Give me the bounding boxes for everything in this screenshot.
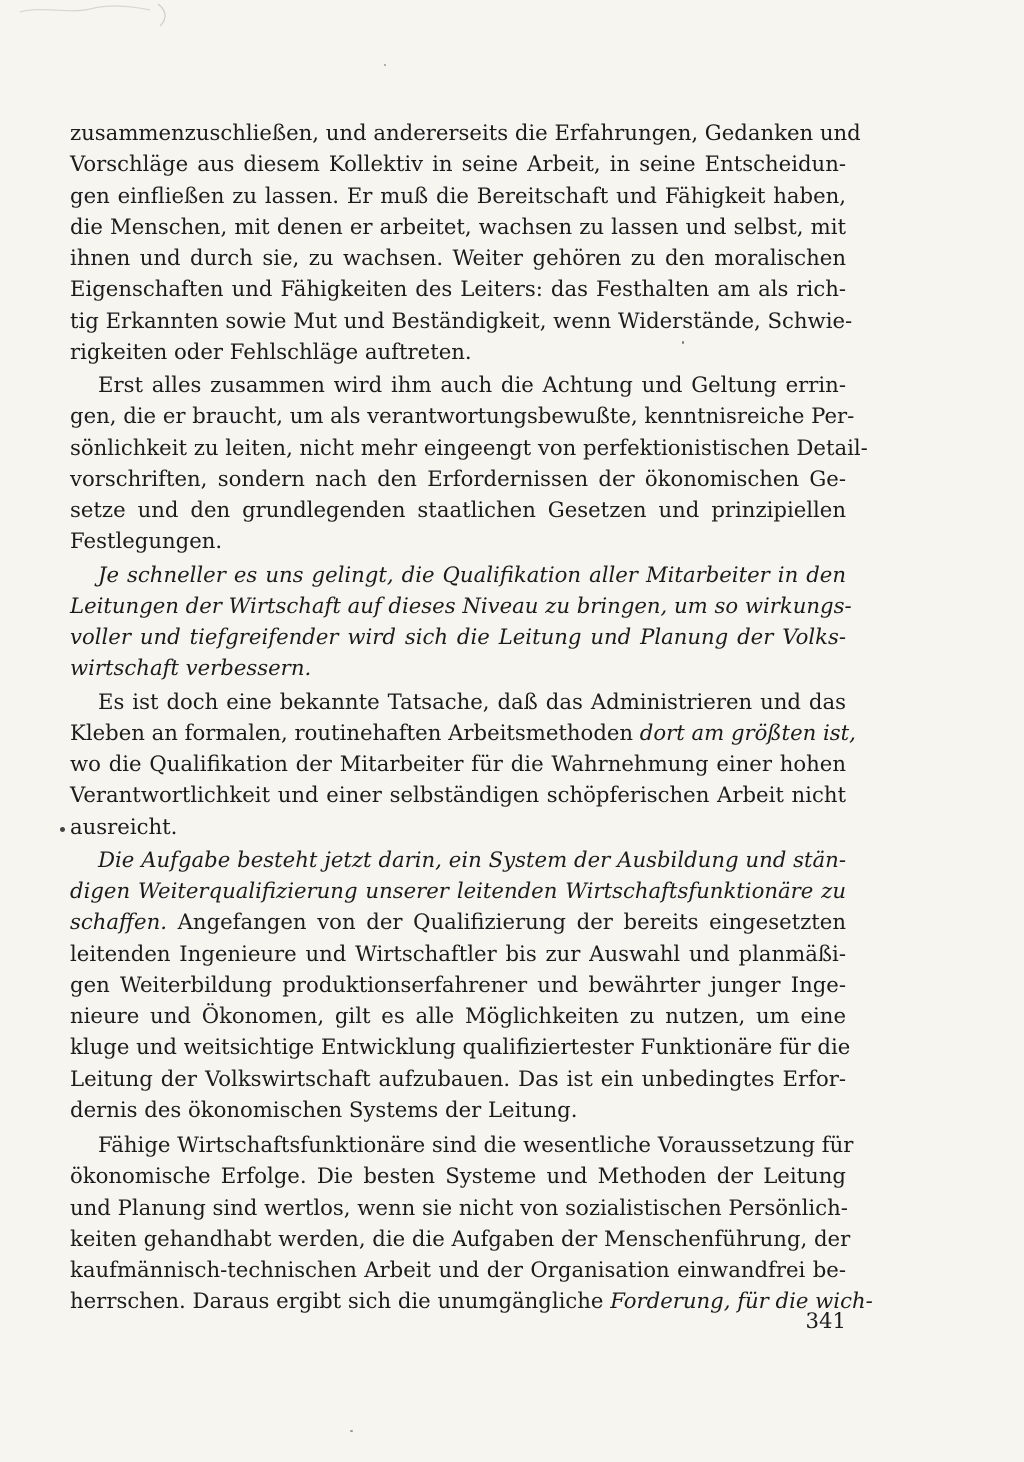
ink-speck [60, 827, 65, 832]
page-number: 341 [805, 1308, 846, 1333]
text-line: tig Erkannten sowie Mut und Beständigkeit, wenn Widerstände, Schwie- [70, 307, 853, 333]
ink-speck [384, 64, 386, 66]
text-line: setze und den grundlegenden staatlichen Gesetzen und prinzipiellen [70, 497, 846, 522]
text-line: Festlegungen. [70, 528, 223, 554]
text-line: Erst alles zusammen wird ihm auch die Achtung und Geltung errin- [98, 372, 846, 397]
text-line: nieure und Ökonomen, gilt es alle Möglichkeiten zu nutzen, um eine [70, 1003, 846, 1028]
text-line: leitenden Ingenieure und Wirtschaftler bis zur Auswahl und planmäßi- [70, 940, 846, 966]
text-run: Kleben an formalen, routinehaften Arbeitsmethoden [70, 719, 640, 745]
text-line: vorschriften, sondern nach den Erfordernissen der ökonomischen Ge- [70, 465, 846, 491]
text-line: rigkeiten oder Fehlschläge auftreten. [70, 338, 472, 364]
text-line: und Planung sind wertlos, wenn sie nicht von sozialistischen Persönlich- [70, 1194, 848, 1220]
text-line: wo die Qualifikation der Mitarbeiter für die Wahrnehmung einer hohen [70, 751, 846, 776]
text-line: zusammenzuschließen, und andererseits die Erfahrungen, Gedanken und [70, 120, 861, 145]
text-line: kaufmännisch-technischen Arbeit und der Organisation einwandfrei be- [70, 1257, 846, 1282]
text-line: kluge und weitsichtige Entwicklung qualifiziertester Funktionäre für die [70, 1034, 851, 1060]
emphasis-line: voller und tiefgreifender wird sich die Leitung und Planung der Volks- [70, 624, 846, 649]
text-line: ausreicht. [70, 813, 178, 839]
text-line: Vorschläge aus diesem Kollektiv in seine Arbeit, in seine Entscheidun- [70, 151, 846, 177]
text-line: gen Weiterbildung produktionserfahrener und bewährter junger Inge- [70, 971, 846, 997]
emphasis-run: Forderung, für die wich- [610, 1288, 873, 1314]
text-line: gen, die er braucht, um als verantwortungsbewußte, kenntnisreiche Per- [70, 403, 855, 429]
text-line: Eigenschaften und Fähigkeiten des Leiters: das Festhalten am als rich- [70, 276, 846, 302]
emphasis-run: schaffen. [70, 909, 167, 935]
text-line [70, 1285, 873, 1316]
emphasis-line: Die Aufgabe besteht jetzt darin, ein System der Ausbildung und stän- [98, 846, 846, 872]
text-line: gen einfließen zu lassen. Er muß die Bereitschaft und Fähigkeit haben, [70, 182, 846, 208]
text-line: ihnen und durch sie, zu wachsen. Weiter gehören zu den moralischen [70, 245, 846, 270]
text-line: ökonomische Erfolge. Die besten Systeme und Methoden der Leitung [70, 1163, 846, 1189]
text-line: keiten gehandhabt werden, die die Aufgaben der Menschenführung, der [70, 1225, 851, 1251]
emphasis-line: wirtschaft verbessern. [70, 655, 312, 681]
text-run: Angefangen von der Qualifizierung der bereits eingesetzten [166, 909, 846, 935]
text-line [70, 906, 846, 937]
emphasis-run: dort am größten ist, [639, 719, 856, 745]
text-line [70, 717, 856, 748]
scan-artifact [0, 0, 180, 30]
text-line: dernis des ökonomischen Systems der Leitung. [70, 1096, 578, 1122]
emphasis-line: digen Weiterqualifizierung unserer leitenden Wirtschaftsfunktionäre zu [70, 878, 846, 903]
body-text [70, 117, 873, 1317]
text-run: herrschen. Daraus ergibt sich die unumgängliche [70, 1288, 611, 1314]
text-line: Leitung der Volkswirtschaft aufzubauen. Das ist ein unbedingtes Erfor- [70, 1065, 846, 1091]
text-line: Verantwortlichkeit und einer selbständigen schöpferischen Arbeit nicht [70, 782, 846, 808]
text-line: Fähige Wirtschaftsfunktionäre sind die wesentliche Voraussetzung für [98, 1132, 854, 1157]
emphasis-line: Leitungen der Wirtschaft auf dieses Niveau zu bringen, um so wirkungs- [70, 592, 852, 618]
text-line: sönlichkeit zu leiten, nicht mehr eingeengt von perfektionistischen Detail- [70, 434, 868, 460]
text-line: die Menschen, mit denen er arbeitet, wachsen zu lassen und selbst, mit [70, 213, 846, 239]
ink-speck [350, 1430, 353, 1432]
text-line: Es ist doch eine bekannte Tatsache, daß das Administrieren und das [98, 688, 846, 714]
emphasis-line: Je schneller es uns gelingt, die Qualifikation aller Mitarbeiter in den [98, 561, 846, 587]
